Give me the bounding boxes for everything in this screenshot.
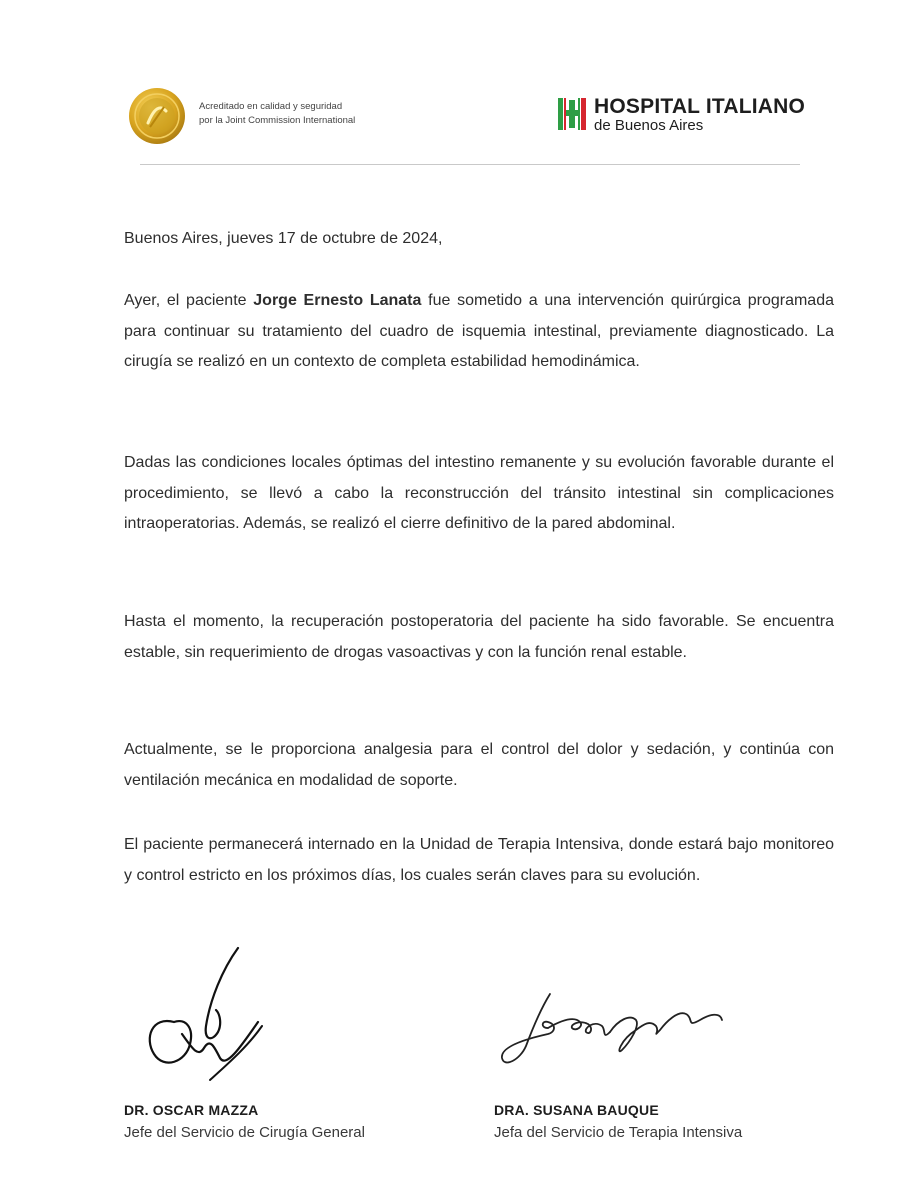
paragraph-1-intro: Ayer, el paciente (124, 292, 254, 309)
paragraph-3: Hasta el momento, la recuperación postoperatoria del paciente ha sido favorable. Se encuentra estable, sin requerimiento de drogas vasoactivas y con la función renal estable. (124, 613, 834, 661)
paragraph-5: El paciente permanecerá internado en la Unidad de Terapia Intensiva, donde estará bajo monitoreo y control estricto en los próximos días, los cuales serán claves para su evolución. (124, 836, 834, 884)
paragraph-1-body: fue sometido a una intervención quirúrgica programada para continuar su tratamiento del cuadro de isquemia intestinal, previamente diagnosticado. La cirugía se realizó en un contexto de completa estabilidad hemodinámica. (124, 292, 834, 370)
paragraph-2: Dadas las condiciones locales óptimas del intestino remanente y su evolución favorable durante el procedimiento, se llevó a cabo la reconstrucción del tránsito intestinal sin complicaciones intraoperatorias. Además, se realizó el cierre definitivo de la pared abdominal. (124, 454, 834, 532)
signature-bauque (490, 980, 730, 1080)
accreditation-line-2: por la Joint Commission International (199, 115, 356, 126)
hospital-subtitle: de Buenos Aires (594, 117, 704, 134)
header-divider (140, 164, 800, 165)
patient-name: Jorge Ernesto Lanata (253, 292, 422, 309)
accreditation-line-1: Acreditado en calidad y seguridad (199, 101, 343, 112)
signer-2-name: DRA. SUSANA BAUQUE (494, 1102, 659, 1118)
hospital-logo-icon (558, 98, 586, 130)
accreditation-seal-icon (128, 87, 186, 145)
signature-mazza (130, 930, 290, 1090)
accreditation-text (199, 100, 355, 128)
signer-1-name: DR. OSCAR MAZZA (124, 1102, 259, 1118)
paragraph-4: Actualmente, se le proporciona analgesia para el control del dolor y sedación, y continúa con ventilación mecánica en modalidad de soporte. (124, 741, 834, 789)
paragraph-1 (124, 286, 834, 378)
hospital-name: HOSPITAL ITALIANO (594, 95, 806, 118)
signer-1-role: Jefe del Servicio de Cirugía General (124, 1124, 365, 1141)
signer-2-role: Jefa del Servicio de Terapia Intensiva (494, 1124, 743, 1141)
letter-date: Buenos Aires, jueves 17 de octubre de 2024, (124, 230, 443, 247)
